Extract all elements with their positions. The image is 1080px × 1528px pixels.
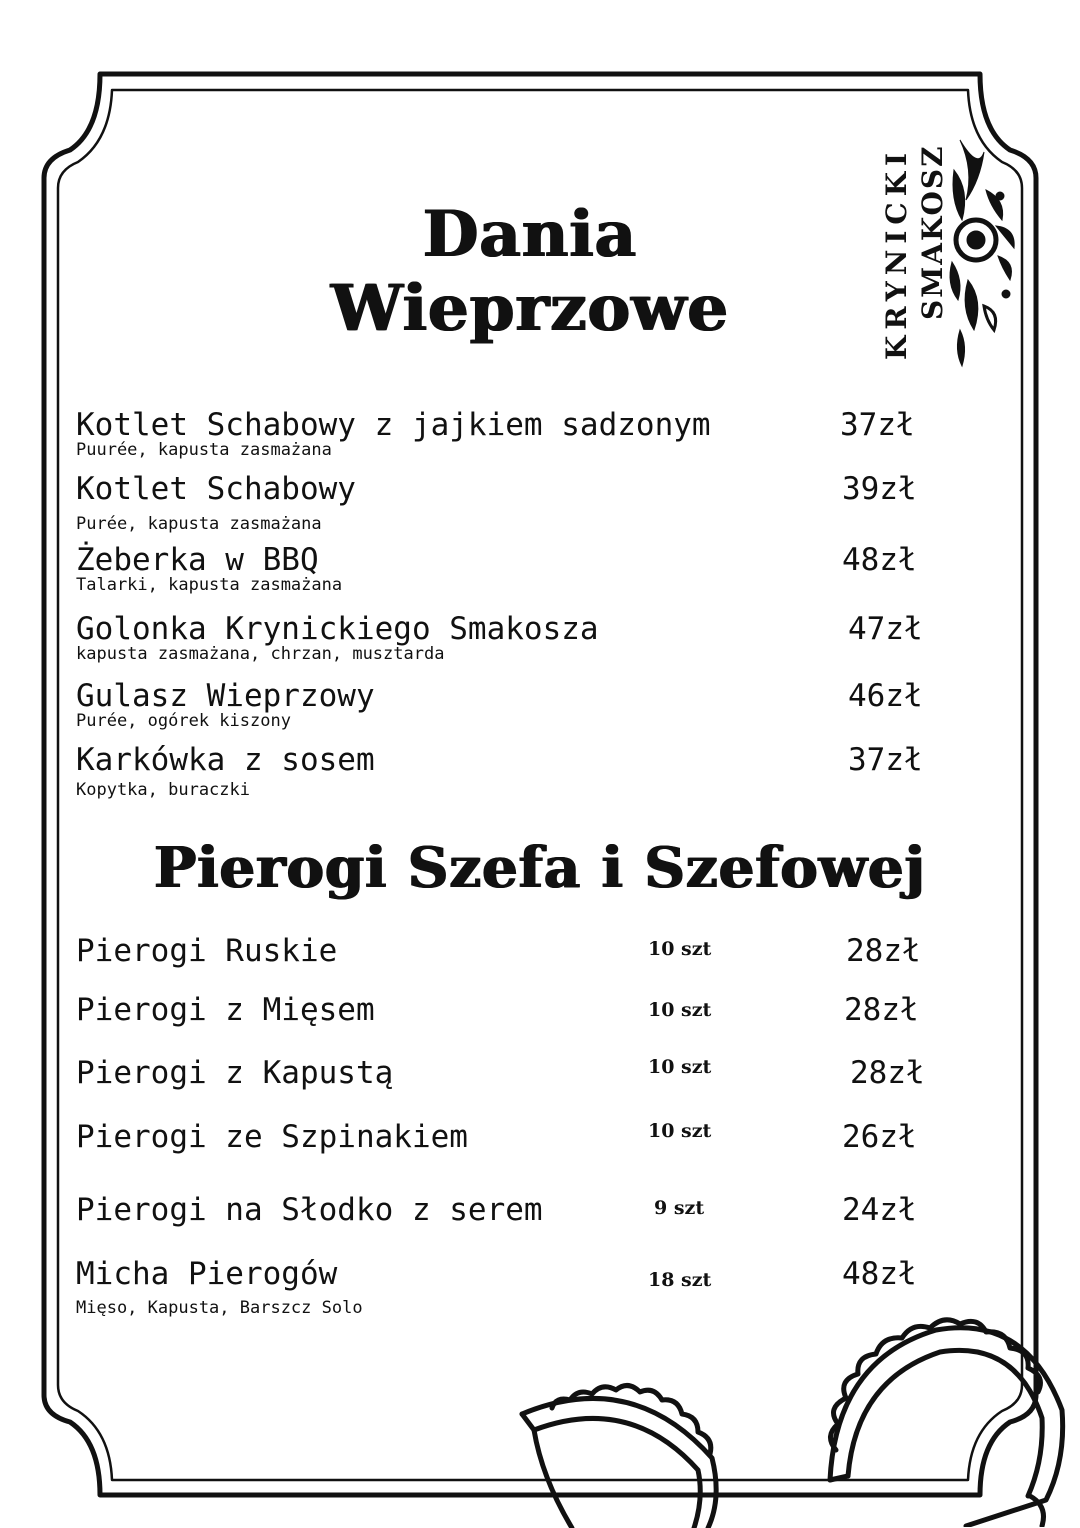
item-price: 37zł — [840, 407, 915, 443]
item-name: Kotlet Schabowy z jajkiem sadzonym — [76, 407, 711, 443]
item-price: 39zł — [842, 471, 917, 507]
item-price: 28zł — [844, 992, 919, 1028]
pierogi-dumpling-icon — [512, 1378, 752, 1528]
item-price: 48zł — [842, 542, 917, 578]
item-name: Żeberka w BBQ — [76, 542, 319, 578]
brand-line-2: SMAKOSZ — [916, 144, 949, 320]
item-description: Puurée, kapusta zasmażana — [76, 440, 332, 460]
item-price: 24zł — [842, 1192, 917, 1228]
folk-flower-ornament-icon — [940, 130, 1020, 370]
item-quantity: 10 szt — [648, 1120, 712, 1142]
item-name: Micha Pierogów — [76, 1256, 338, 1292]
item-price: 37zł — [848, 742, 923, 778]
item-price: 46zł — [848, 678, 923, 714]
item-description: Kopytka, buraczki — [76, 780, 250, 800]
item-price: 48zł — [842, 1256, 917, 1292]
item-quantity: 10 szt — [648, 938, 712, 960]
item-name: Karkówka z sosem — [76, 742, 375, 778]
item-price: 28zł — [846, 933, 921, 969]
item-quantity: 10 szt — [648, 1056, 712, 1078]
pierogi-dumpling-icon — [816, 1300, 1080, 1527]
item-description: Mięso, Kapusta, Barszcz Solo — [76, 1298, 363, 1318]
item-description: Talarki, kapusta zasmażana — [76, 575, 343, 595]
item-name: Pierogi z Mięsem — [76, 992, 375, 1028]
item-price: 47zł — [848, 611, 923, 647]
item-name: Pierogi z Kapustą — [76, 1055, 394, 1091]
section-title-line-2: Wieprzowe — [330, 271, 730, 346]
section-title-pierogi: Pierogi Szefa i Szefowej — [154, 835, 926, 901]
item-description: Purée, kapusta zasmażana — [76, 514, 322, 534]
item-name: Pierogi na Słodko z serem — [76, 1192, 543, 1228]
item-price: 26zł — [842, 1119, 917, 1155]
item-quantity: 18 szt — [648, 1269, 712, 1291]
section-title-pork — [250, 198, 810, 346]
section-title-line-1: Dania — [422, 197, 638, 272]
brand-line-1: KRYNICKI — [880, 146, 913, 360]
item-name: Kotlet Schabowy — [76, 471, 356, 507]
item-price: 28zł — [850, 1055, 925, 1091]
item-name: Pierogi Ruskie — [76, 933, 338, 969]
item-name: Pierogi ze Szpinakiem — [76, 1119, 468, 1155]
item-description: kapusta zasmażana, chrzan, musztarda — [76, 644, 445, 664]
item-quantity: 10 szt — [648, 999, 712, 1021]
item-name: Golonka Krynickiego Smakosza — [76, 611, 599, 647]
item-description: Purée, ogórek kiszony — [76, 711, 291, 731]
item-name: Gulasz Wieprzowy — [76, 678, 375, 714]
item-quantity: 9 szt — [654, 1197, 705, 1219]
